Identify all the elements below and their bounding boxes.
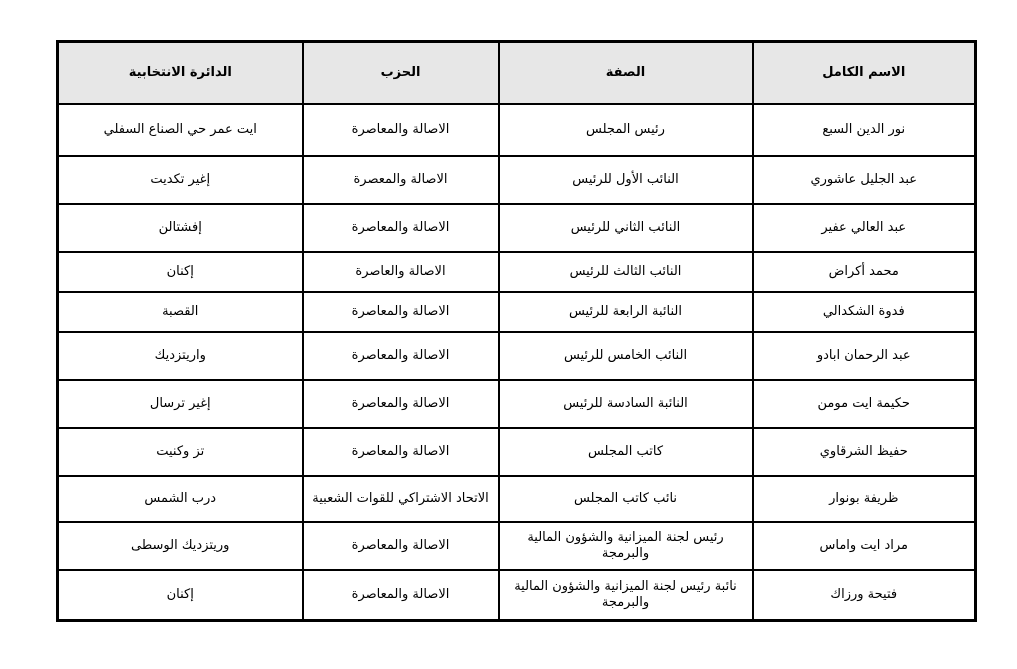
cell-district: واريتزديك: [58, 332, 303, 380]
table-row: [58, 522, 976, 570]
cell-role: النائب الثاني للرئيس: [499, 204, 753, 252]
council-members-table: [56, 40, 977, 622]
cell-name: حكيمة ايت مومن: [753, 380, 976, 428]
cell-role: رئيس لجنة الميزانية والشؤون المالية والبرمجة: [499, 522, 753, 570]
cell-role: كاتب المجلس: [499, 428, 753, 476]
header-role: الصفة: [499, 42, 753, 105]
cell-party: الاصالة والمعاصرة: [303, 292, 499, 332]
table-row: [58, 204, 976, 252]
cell-role: النائب الخامس للرئيس: [499, 332, 753, 380]
cell-name: نور الدين السبع: [753, 104, 976, 156]
cell-district: إكنان: [58, 570, 303, 620]
cell-role: النائبة السادسة للرئيس: [499, 380, 753, 428]
cell-role: النائبة الرابعة للرئيس: [499, 292, 753, 332]
table-row: [58, 156, 976, 204]
cell-name: عبد العالي عفير: [753, 204, 976, 252]
cell-name: حفيظ الشرقاوي: [753, 428, 976, 476]
table-row: [58, 104, 976, 156]
header-name: الاسم الكامل: [753, 42, 976, 105]
table-row: [58, 292, 976, 332]
cell-district: وريتزديك الوسطى: [58, 522, 303, 570]
cell-district: إكنان: [58, 252, 303, 292]
cell-name: فتيحة ورزاك: [753, 570, 976, 620]
cell-name: محمد أكراض: [753, 252, 976, 292]
cell-district: إفشتالن: [58, 204, 303, 252]
table-row: [58, 476, 976, 522]
cell-role: نائبة رئيس لجنة الميزانية والشؤون المالية والبرمجة: [499, 570, 753, 620]
table-row: [58, 380, 976, 428]
header-party: الحزب: [303, 42, 499, 105]
table-header-row: [58, 42, 976, 105]
cell-district: تز وكنيت: [58, 428, 303, 476]
cell-party: الاصالة والمعاصرة: [303, 204, 499, 252]
cell-district: ايت عمر حي الصناع السفلي: [58, 104, 303, 156]
cell-role: نائب كاتب المجلس: [499, 476, 753, 522]
cell-name: ظريفة بونوار: [753, 476, 976, 522]
cell-role: رئيس المجلس: [499, 104, 753, 156]
cell-party: الاصالة والمعصرة: [303, 156, 499, 204]
cell-party: الاصالة والمعاصرة: [303, 522, 499, 570]
table-row: [58, 428, 976, 476]
cell-name: عبد الرحمان ابادو: [753, 332, 976, 380]
cell-role: النائب الثالث للرئيس: [499, 252, 753, 292]
council-members-table-container: [56, 40, 974, 622]
cell-party: الاتحاد الاشتراكي للقوات الشعبية: [303, 476, 499, 522]
cell-party: الاصالة والمعاصرة: [303, 104, 499, 156]
cell-district: درب الشمس: [58, 476, 303, 522]
cell-party: الاصالة والمعاصرة: [303, 380, 499, 428]
cell-district: القصبة: [58, 292, 303, 332]
cell-party: الاصالة والعاصرة: [303, 252, 499, 292]
table-row: [58, 252, 976, 292]
cell-district: إغير ترسال: [58, 380, 303, 428]
cell-party: الاصالة والمعاصرة: [303, 332, 499, 380]
table-row: [58, 332, 976, 380]
cell-name: مراد ايت واماس: [753, 522, 976, 570]
header-district: الدائرة الانتخابية: [58, 42, 303, 105]
cell-role: النائب الأول للرئيس: [499, 156, 753, 204]
table-row: [58, 570, 976, 620]
cell-party: الاصالة والمعاصرة: [303, 428, 499, 476]
cell-party: الاصالة والمعاصرة: [303, 570, 499, 620]
cell-name: فدوة الشكدالي: [753, 292, 976, 332]
cell-district: إغير تكديت: [58, 156, 303, 204]
cell-name: عبد الجليل عاشوري: [753, 156, 976, 204]
